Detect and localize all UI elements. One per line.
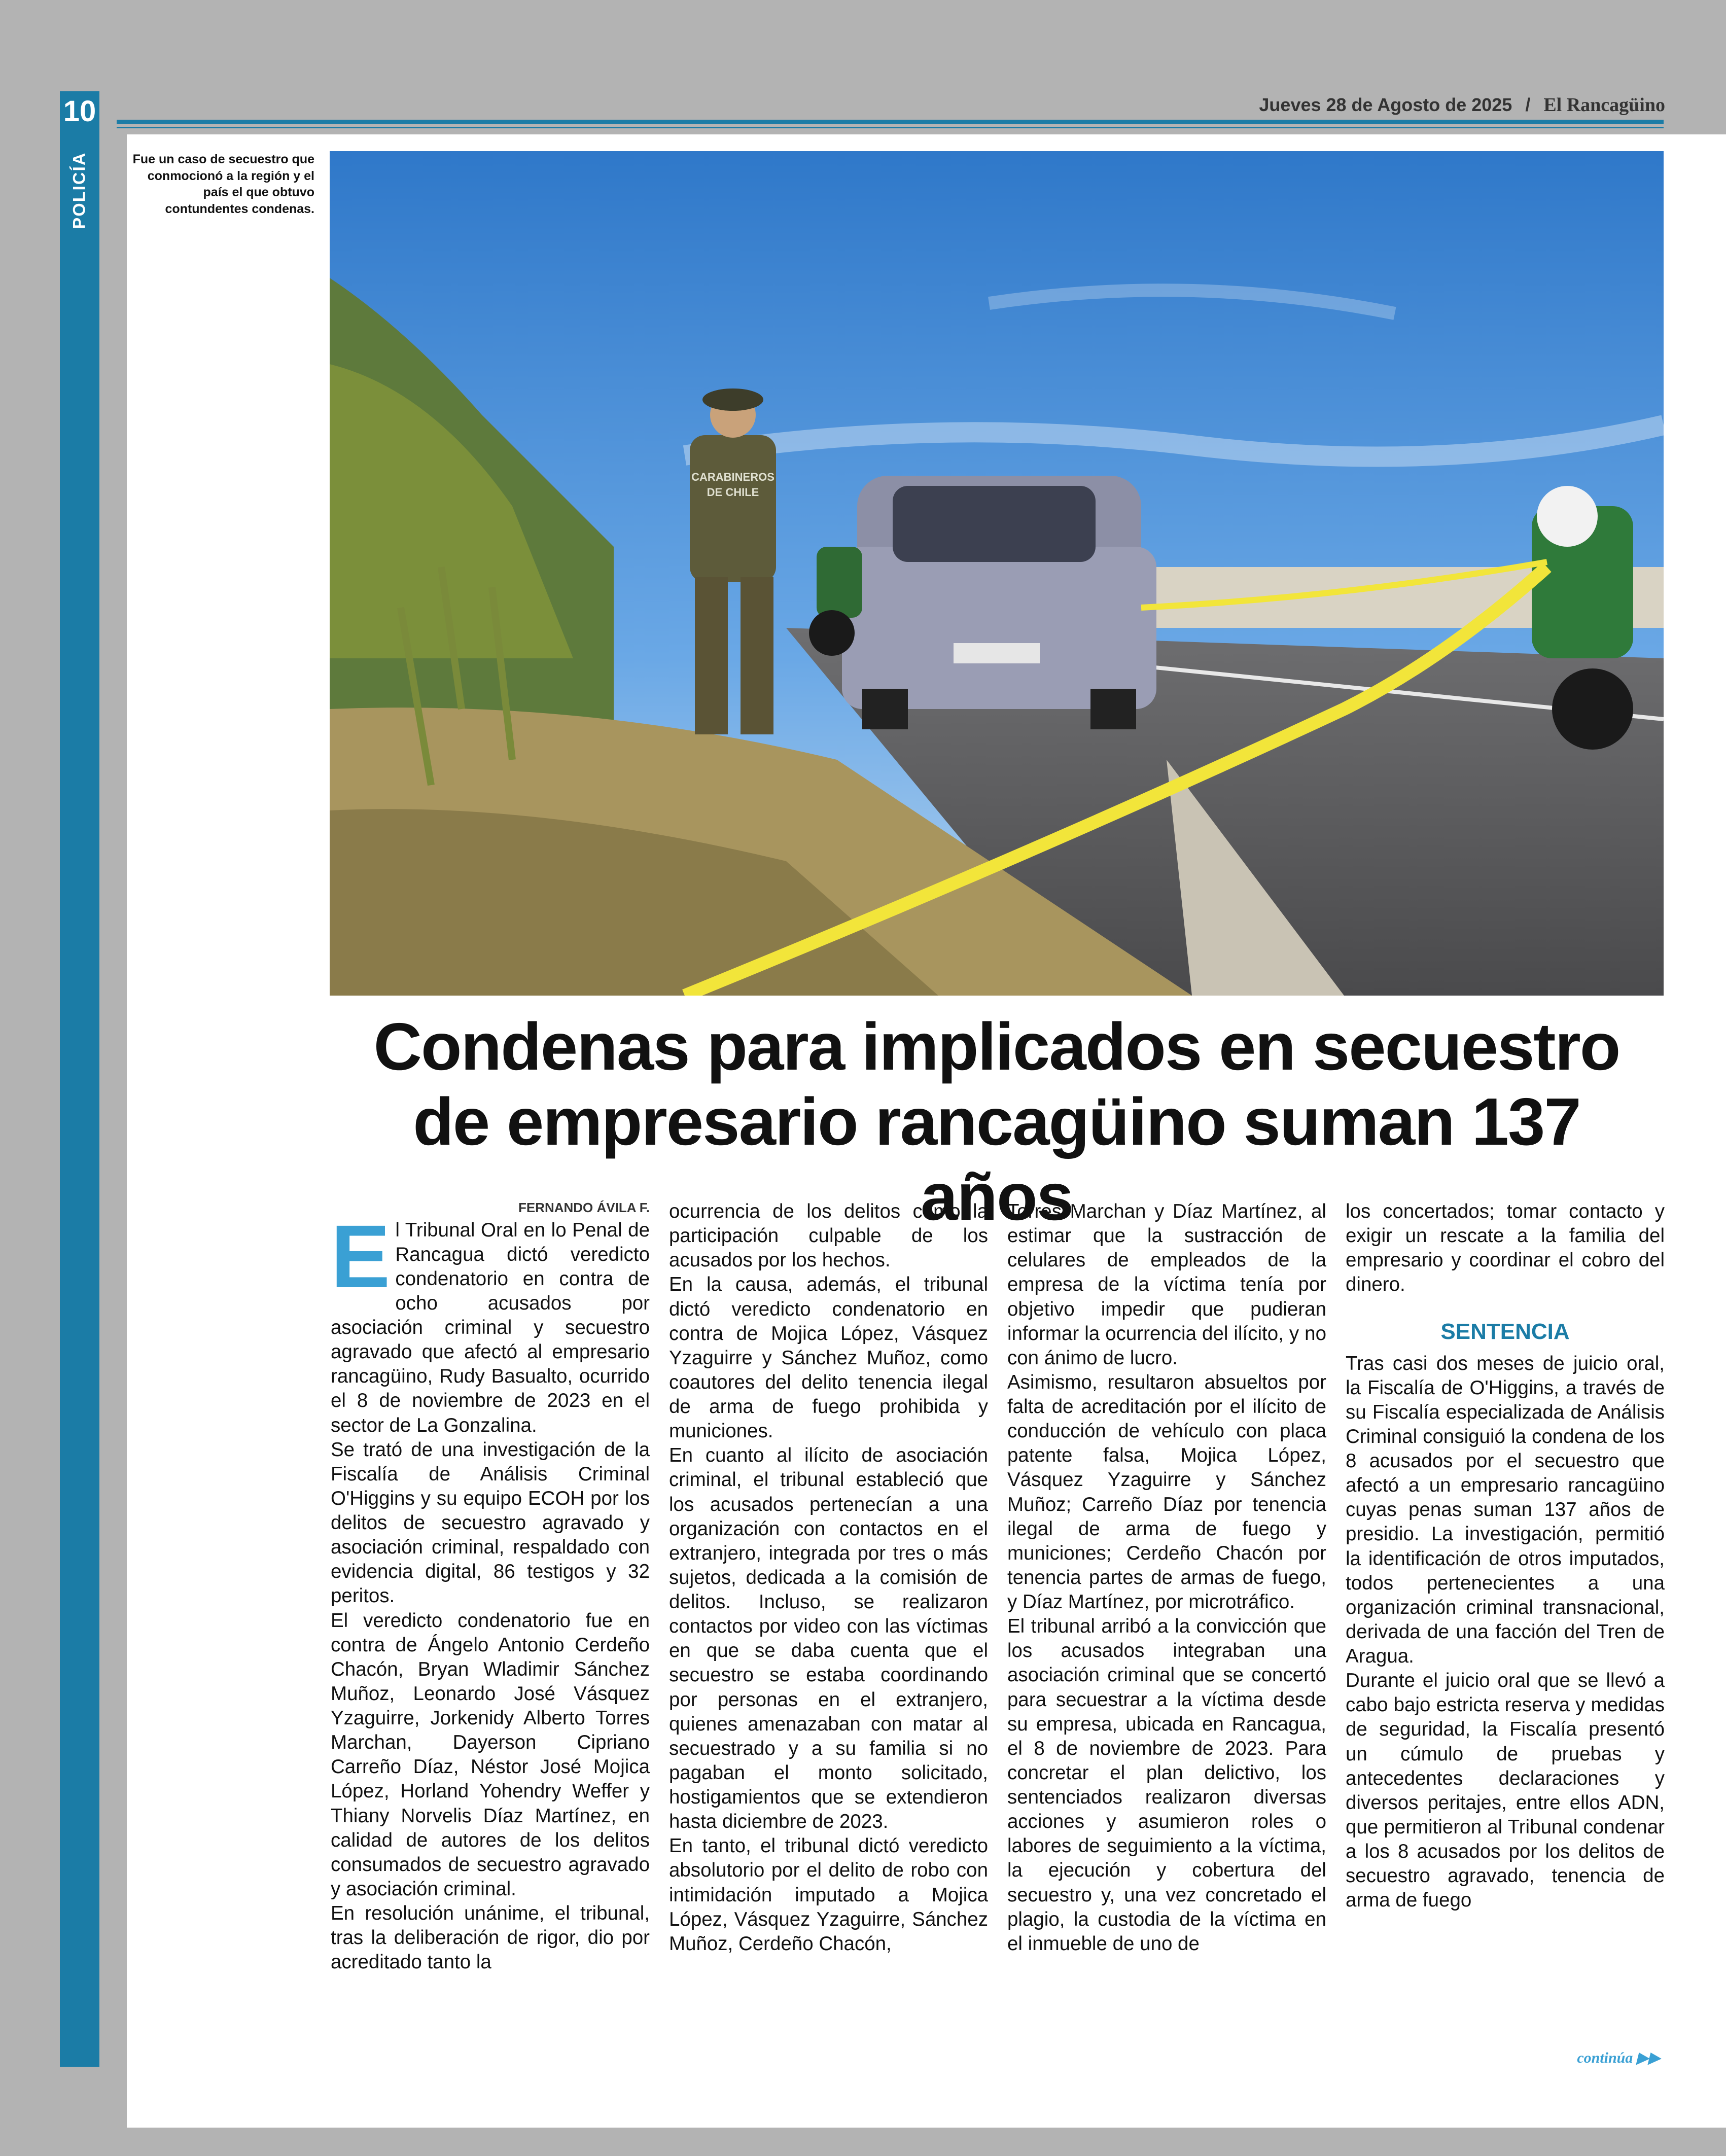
roadside-scene-image <box>330 151 1664 996</box>
headline-line-1: Condenas para implicados en secuestro <box>373 1009 1620 1084</box>
paragraph: Asimismo, resultaron absueltos por falta de acreditación por el ilícito de conducción de vehículo con placa patente falsa, Mojica López, Vásquez Yzaguirre y Sánchez Muñoz; Carreño Díaz por tenencia ilegal de arma de fuego y municiones; Cerdeño Chacón por tenencia partes de armas de fuego, y Díaz Martínez, por microtráfico. <box>1007 1371 1326 1613</box>
article-photo <box>330 151 1664 996</box>
section-subheading: SENTENCIA <box>1440 1319 1570 1344</box>
paragraph-text: l Tribunal Oral en lo Penal de Rancagua dictó veredicto condenatorio en contra de ocho acusados por asociación criminal y secuestro agravado que afectó al empresario rancagüino, Rudy Basualto, ocurrido el 8 de noviembre de 2023 en el sector de La Gonzalina. <box>331 1219 650 1436</box>
paragraph: los concertados; tomar contacto y exigir un rescate a la familia del empresario y coordinar el cobro del dinero. <box>1346 1200 1665 1296</box>
byline: FERNANDO ÁVILA F. <box>518 1200 650 1215</box>
article-column-4 <box>1346 1199 1665 2072</box>
paragraph: Se trató de una investigación de la Fiscalía de Análisis Criminal O'Higgins y su equipo ECOH por los delitos de secuestro agravado y asociación criminal, respaldado con evidencia digital, 86 testigos y 32 peritos. <box>331 1438 650 1607</box>
paragraph: En resolución unánime, el tribunal, tras la deliberación de rigor, dio por acreditado tanto la <box>331 1902 650 1973</box>
section-sidebar <box>60 91 99 2067</box>
section-label: POLICÍA <box>69 152 89 229</box>
article-column-2 <box>669 1199 988 2072</box>
paragraph: En la causa, además, el tribunal dictó veredicto condenatorio en contra de Mojica López, Vásquez Yzaguirre y Sánchez Muñoz, como coautores del delito tenencia ilegal de arma de fuego prohibida y municiones. <box>669 1274 988 1442</box>
paragraph: Tras casi dos meses de juicio oral, la Fiscalía de O'Higgins, a través de su Fiscalía especializada de Análisis Criminal consiguió la condena de los 8 acusados por el secuestro que afectó a un empresario rancagüino cuyas penas suman 137 años de presidio. La investigación, permitió la identificación de otros imputados, todos pertenecientes a una organización criminal transnacional, derivada de una facción del Tren de Aragua. <box>1346 1352 1665 1667</box>
paragraph: El veredicto condenatorio fue en contra de Ángelo Antonio Cerdeño Chacón, Bryan Wladimir Sánchez Muñoz, Leonardo José Vásquez Yzaguirre, Jorkenidy Alberto Torres Marchan, Dayerson Cipriano Carreño Díaz, Néstor José Mojica López, Horland Yohendry Weffer y Thiany Norvelis Díaz Martínez, en calidad de autores de los delitos consumados de secuestro agravado y asociación criminal. <box>331 1609 650 1900</box>
header-separator: / <box>1525 94 1531 115</box>
vest-text-2: DE CHILE <box>707 486 759 499</box>
continues-link[interactable]: continúa ▶▶ <box>1577 2049 1660 2066</box>
paragraph: Torres Marchan y Díaz Martínez, al estimar que la sustracción de celulares de empleados de la empresa de la víctima tenía por objetivo impedir que pudieran informar la ocurrencia del ilícito, y no con ánimo de lucro. <box>1007 1200 1326 1369</box>
page-header <box>1259 92 1665 118</box>
paragraph: El tribunal arribó a la convicción que los acusados integraban una asociación criminal que se concertó para secuestrar a la víctima desde su empresa, ubicada en Rancagua, el 8 de noviembre de 2023. Para concretar el plan delictivo, los sentenciados realizaron diversas acciones y asumieron roles o labores de seguimiento a la víctima, la ejecución y cobertura del secuestro y, una vez concretado el plagio, la custodia de la víctima en el inmueble de uno de <box>1007 1615 1326 1955</box>
paragraph: ocurrencia de los delitos como la participación culpable de los acusados por los hechos. <box>669 1200 988 1271</box>
photo-caption: Fue un caso de secuestro que conmocionó a la región y el país el que obtuvo contundentes condenas. <box>132 152 314 216</box>
page-number: 10 <box>60 91 99 132</box>
vest-text-1: CARABINEROS <box>691 471 774 483</box>
header-rule <box>117 120 1664 124</box>
article-column-3 <box>1007 1199 1326 2072</box>
paragraph: En cuanto al ilícito de asociación criminal, el tribunal estableció que los acusados pertenecían a una organización con contactos en el extranjero, integrada por tres o más sujetos, dedicada a la comisión de delitos. Incluso, se realizaron contactos por video con las víctimas en que se daba cuenta que el secuestro se estaba coordinando por personas en el extranjero, quienes amenazaban con matar al secuestrado y a su familia si no pagaban el monto solicitado, hostigamientos que se extendieron hasta diciembre de 2023. <box>669 1444 988 1833</box>
paragraph: En tanto, el tribunal dictó veredicto absolutorio por el delito de robo con intimidación imputado a Mojica López, Vásquez Yzaguirre, Sánchez Muñoz, Cerdeño Chacón, <box>669 1835 988 1955</box>
issue-date: Jueves 28 de Agosto de 2025 <box>1259 94 1512 115</box>
newspaper-name: El Rancagüino <box>1543 94 1665 116</box>
header-rule-thin <box>117 127 1664 128</box>
article-column-1 <box>331 1199 650 2072</box>
drop-cap: E <box>331 1207 391 1306</box>
paragraph: Durante el juicio oral que se llevó a cabo bajo estricta reserva y medidas de seguridad, la Fiscalía presentó un cúmulo de pruebas y antecedentes declaraciones y diversos peritajes, entre ellos ADN, que permitieron al Tribunal condenar a los 8 acusados por los delitos de secuestro agravado, tenencia de arma de fuego <box>1346 1670 1665 1912</box>
headline-line-2: de empresario rancagüino suman 137 años <box>413 1084 1580 1234</box>
article-body <box>331 1199 1665 2072</box>
